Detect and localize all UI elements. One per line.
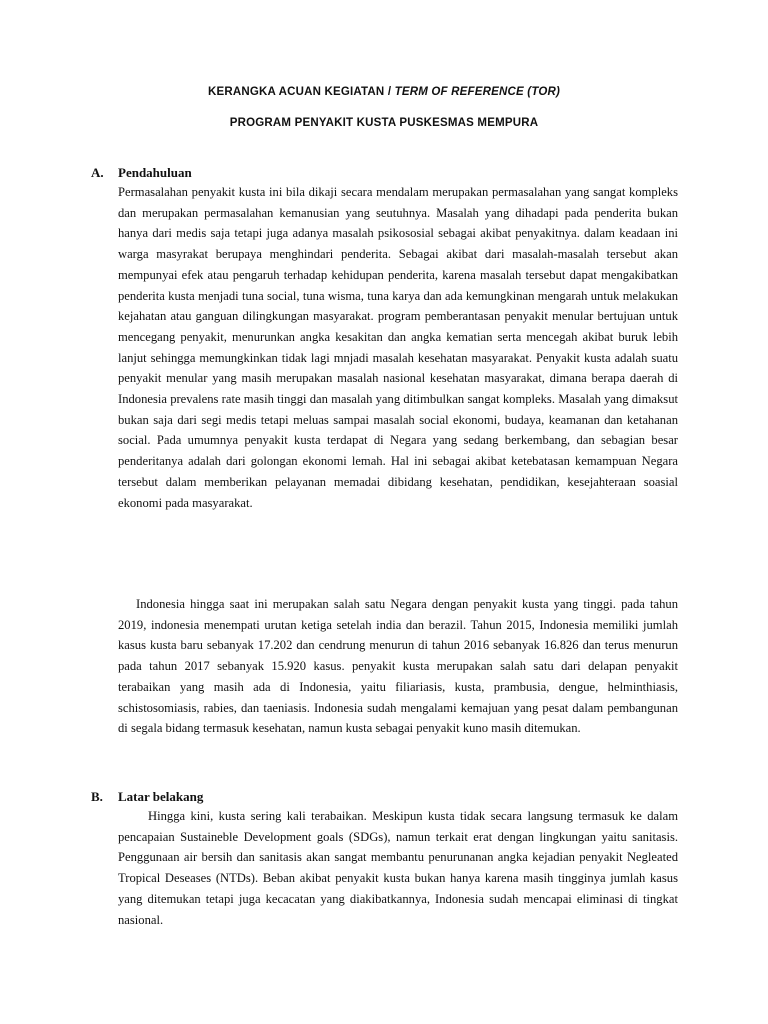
- section-a-paragraph-1: Permasalahan penyakit kusta ini bila dikaji secara mendalam merupakan permasalahan yang sangat kompleks dan merupakan permasalahan kemanusian yang seutuhnya. Masalah yang dihadapi pada penderita bukan hanya dari medis saja tetapi juga adanya masalah psikososial sebagai akibat penyakitnya. dalam keadaan ini warga masyrakat berupaya menghindari penderita. Sebagai akibat dari masalah-masalah tersebut akan mempunyai efek atau pengaruh terhadap kehidupan penderita, karena masalah tersebut dapat mengakibatkan penderita kusta menjadi tuna social, tuna wisma, tuna karya dan ada kemungkinan mengarah untuk melakukan kejahatan atau ganguan dilingkungan masyarakat. program pemberantasan penyakit menular bertujuan untuk mencegang penyakit, menurunkan angka kesakitan dan angka kematian serta mencegah akibat buruk lebih lanjut sehingga memungkinkan tidak lagi mnjadi masalah kesehatan masyarakat. Penyakit kusta adalah suatu penyakit menular yang masih merupakan masalah nasional kesehatan masyarakat, dimana berapa daerah di Indonesia prevalens rate masih tinggi dan masalah yang ditimbulkan sangat kompleks. Masalah yang dimaksut bukan saja dari segi medis tetapi meluas sampai masalah social ekonomi, budaya, keamanan dan ketahanan social. Pada umumnya penyakit kusta terdapat di Negara yang sedang berkembang, dan sebagian besar penderitanya adalah dari golongan ekonomi lemah. Hal ini sebagai akibat ketebatasan kemampuan Negara tersebut dalam memberikan pelayanan memadai dibidang kesehatan, pendidikan, kesejahteraan soasial ekonomi pada masyarakat.: [118, 185, 678, 510]
- section-a-heading: Pendahuluan: [118, 165, 192, 180]
- document-title: [0, 86, 768, 98]
- document-subtitle: PROGRAM PENYAKIT KUSTA PUSKESMAS MEMPURA: [229, 117, 539, 129]
- section-a-paragraph-2: Indonesia hingga saat ini merupakan salah satu Negara dengan penyakit kusta yang tinggi. pada tahun 2019, indonesia menempati urutan ketiga setelah india dan berazil. Tahun 2015, Indonesia memiliki jumlah kasus kusta baru sebanyak 17.202 dan cendrung menurun di tahun 2016 sebanyak 16.826 dan terus menurun pada tahun 2017 sebanyak 15.920 kasus. penyakit kusta merupakan salah satu dari delapan penyakit terabaikan yang masih ada di Indonesia, yaitu filiariasis, kusta, prambusia, dengue, helminthiasis, schistosomiasis, rabies, dan taeniasis. Indonesia sudah mengalami kemajuan yang pesat dalam pembangunan di segala bidang termasuk kesehatan, namun kusta sebagai penyakit kuno masih ditemukan.: [118, 597, 678, 736]
- section-b-paragraph-1: Hingga kini, kusta sering kali terabaikan. Meskipun kusta tidak secara langsung termasuk ke dalam pencapaian Sustaineble Development goals (SDGs), namun terkait erat dengan lingkungan yaitu sanitasis. Penggunaan air bersih dan sanitasis akan sangat membantu penurunanan angka kejadian penyakit Negleated Tropical Deseases (NTDs). Beban akibat penyakit kusta bukan hanya karena masih tingginya jumlah kasus yang ditemukan tetapi juga kecacatan yang diakibatkannya, Indonesia sudah mencapai eliminasi di tingkat nasional.: [118, 809, 678, 927]
- title-italic: TERM OF REFERENCE (TOR): [394, 86, 561, 98]
- section-b-heading: Latar belakang: [118, 789, 204, 804]
- section-b-letter: B.: [91, 789, 103, 804]
- section-a-letter: A.: [91, 165, 104, 180]
- title-prefix: KERANGKA ACUAN KEGIATAN /: [207, 86, 395, 98]
